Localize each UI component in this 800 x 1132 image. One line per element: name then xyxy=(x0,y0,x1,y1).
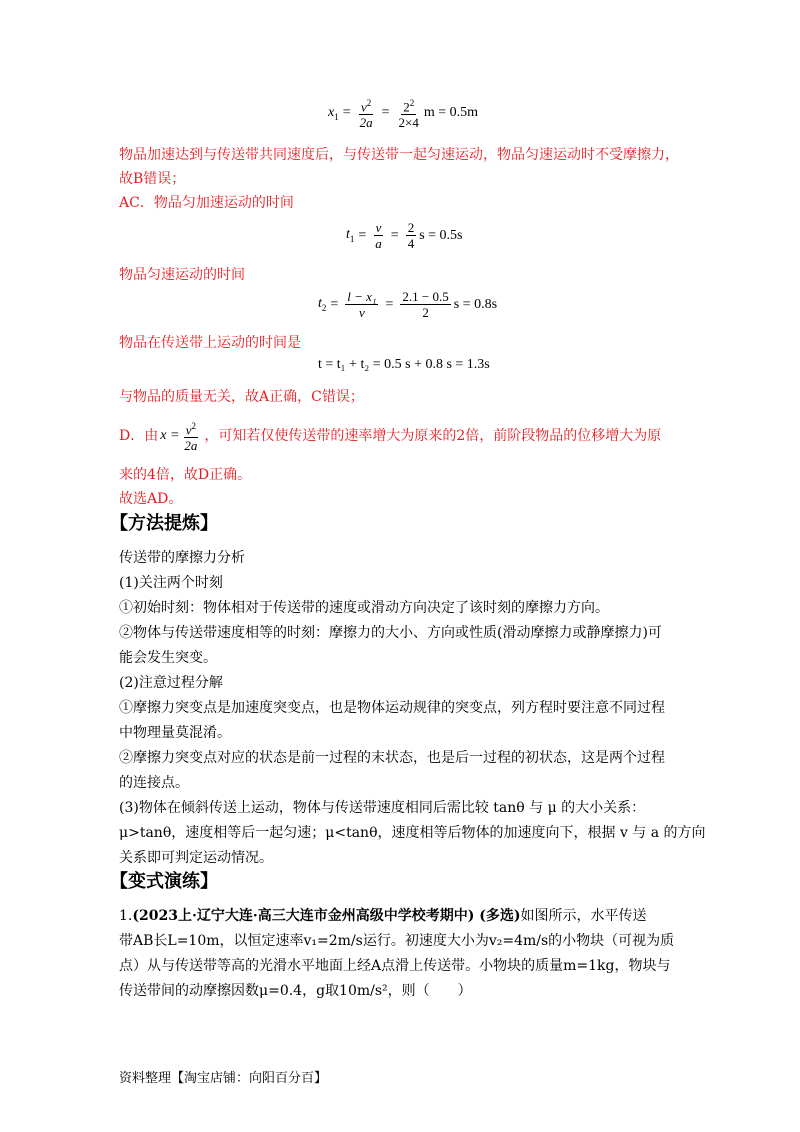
question-1-line-2: 带AB长L=10m，以恒定速率v₁=2m/s运行。初速度大小为v₂=4m/s的小物块（可视为质 xyxy=(119,933,675,949)
solution-line-1: 物品加速达到与传送带共同速度后，与传送带一起匀速运动，物品匀速运动时不受摩擦力， xyxy=(119,147,679,163)
method-line: ②摩擦力突变点对应的状态是前一过程的末状态，也是后一过程的初状态，这是两个过程 xyxy=(119,750,665,766)
method-line: ①初始时刻：物体相对于传送带的速度或滑动方向决定了该时刻的摩擦力方向。 xyxy=(119,600,609,616)
equation-t-total: t = t₁ + t₂ = 0.5 s + 0.8 s = 1.3s xyxy=(318,357,490,372)
practice-heading: 【变式演练】 xyxy=(110,871,218,892)
equation-t1: $t_1$ = $\frac{v}{a}$ = $\frac{2}{4}$ s = 0.5s xyxy=(346,220,463,251)
solution-line-2: 故B错误； xyxy=(119,171,186,187)
solution-line-4: 物品匀速运动的时间 xyxy=(119,267,245,283)
solution-line-3: AC．物品匀加速运动的时间 xyxy=(119,195,294,211)
footer-source: 资料整理【淘宝店铺：向阳百分百】 xyxy=(119,1071,328,1086)
solution-line-8: 来的4倍，故D正确。 xyxy=(119,467,252,483)
equation-x1: $x_1$ = $\frac{v^2}{2a}$ = $\frac{2^2}{2\times 4}$ m = 0.5m xyxy=(328,98,479,131)
solution-line-9: 故选AD。 xyxy=(119,491,183,507)
method-line: μ>tanθ，速度相等后一起匀速；μ<tanθ，速度相等后物体的加速度向下，根据 v 与 a 的方向 xyxy=(119,825,706,841)
solution-line-7: D．由 x = $\frac{v^2}{2a}$ ，可知若仅使传送带的速率增大为原来的2倍，前阶段物品的位移增大为原 xyxy=(119,420,662,454)
method-line: 关系即可判定运动情况。 xyxy=(119,850,273,866)
equation-t2: $t_2$ = $\frac{\text{l − x₁}}{v}$ = $\frac{2.1 - 0.5}{2}$ s = 0.8s xyxy=(318,289,498,320)
method-line: (2)注意过程分解 xyxy=(119,675,223,691)
method-line: 中物理量莫混淆。 xyxy=(119,725,231,741)
question-1-line-1: 1.(2023上·辽宁大连·高三大连市金州高级中学校考期中) (多选)如图所示，水平传送 xyxy=(119,908,647,924)
method-heading: 【方法提炼】 xyxy=(110,513,218,534)
method-line: 传送带的摩擦力分析 xyxy=(119,550,245,566)
method-line: 能会发生突变。 xyxy=(119,650,217,666)
solution-line-6: 与物品的质量无关，故A正确，C错误； xyxy=(119,389,364,405)
question-1-line-4: 传送带间的动摩擦因数μ=0.4，g取10m/s²，则（ ） xyxy=(119,983,472,999)
method-line: ②物体与传送带速度相等的时刻：摩擦力的大小、方向或性质(滑动摩擦力或静摩擦力)可 xyxy=(119,625,662,641)
question-1-line-3: 点）从与传送带等高的光滑水平地面上经A点滑上传送带。小物块的质量m=1kg，物块与 xyxy=(119,958,671,974)
solution-line-5: 物品在传送带上运动的时间是 xyxy=(119,335,301,351)
method-line: (1)关注两个时刻 xyxy=(119,575,223,591)
method-line: (3)物体在倾斜传送上运动，物体与传送带速度相同后需比较 tanθ 与 μ 的大小关系： xyxy=(119,800,646,816)
method-line: ①摩擦力突变点是加速度突变点，也是物体运动规律的突变点，列方程时要注意不同过程 xyxy=(119,700,665,716)
method-line: 的连接点。 xyxy=(119,775,189,791)
